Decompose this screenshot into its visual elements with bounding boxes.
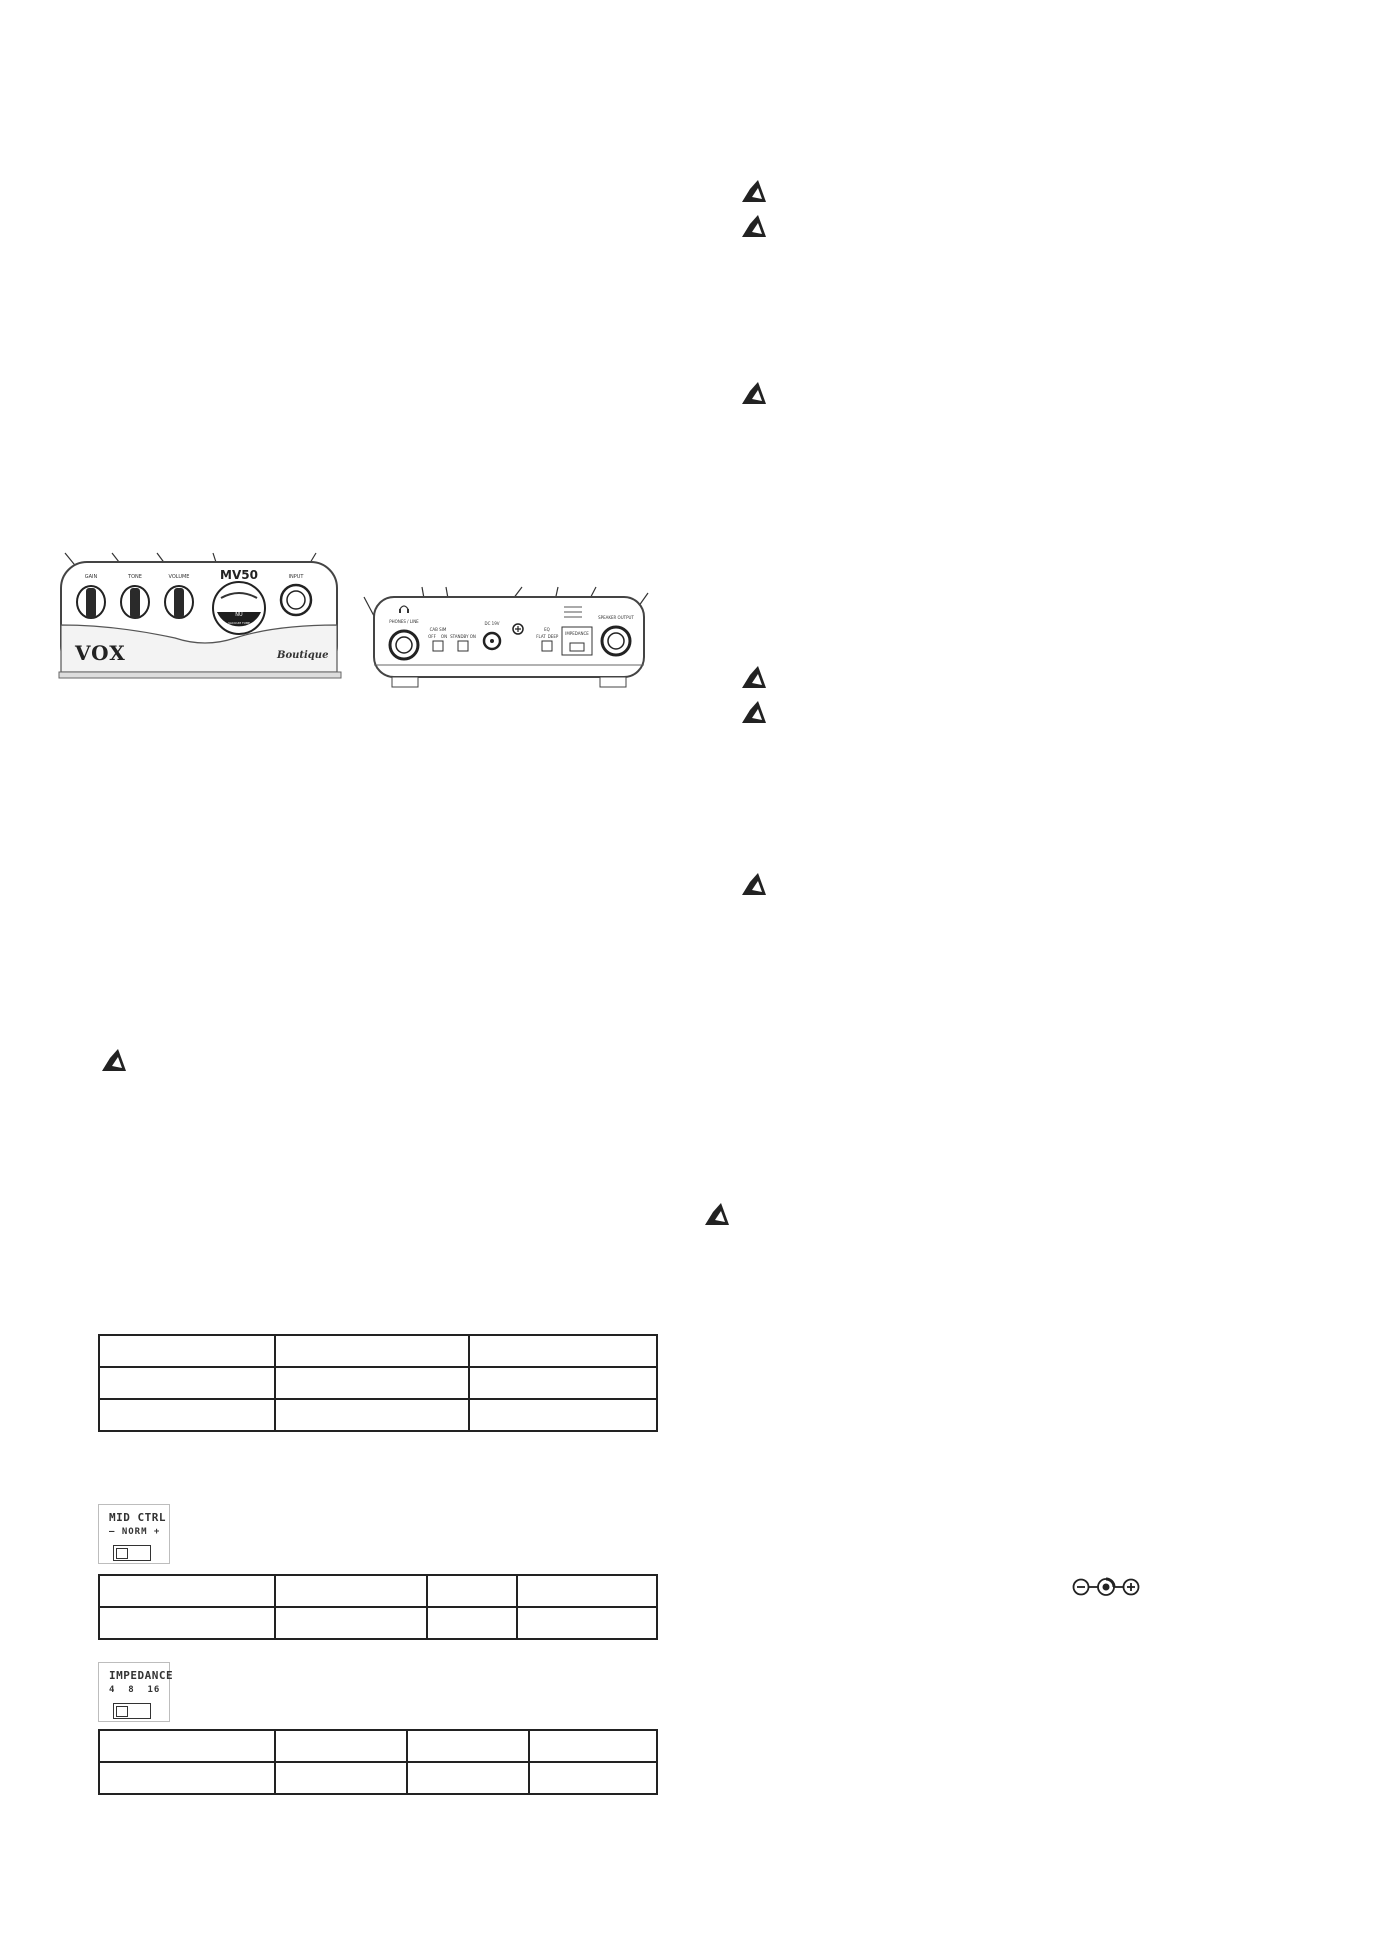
mid-ctrl-title: MID CTRL (109, 1511, 166, 1524)
tone-label: TONE (128, 574, 142, 580)
warning-icon (740, 870, 768, 898)
series-logo: Boutique (277, 650, 329, 661)
input-jack (281, 585, 311, 615)
input-label: INPUT (288, 574, 304, 580)
cab-sim-label: CAB SIM (429, 627, 447, 632)
volume-knob (165, 586, 193, 618)
impedance-label (98, 1662, 174, 1722)
eq-deep: DEEP (547, 634, 559, 639)
vu-meter (213, 582, 265, 634)
table-row (99, 1607, 657, 1639)
gain-knob (77, 586, 105, 618)
table-row (99, 1762, 657, 1794)
rear-panel-illustration (362, 585, 652, 695)
model-label: MV50 (220, 568, 258, 582)
mid-ctrl-scale: – NORM + (109, 1527, 161, 1537)
eq-flat: FLAT (536, 634, 546, 639)
standby-switch (458, 641, 468, 651)
impedance-panel-label: IMPEDANCE (565, 631, 589, 636)
gain-label: GAIN (84, 574, 98, 580)
phones-line-jack (390, 631, 418, 659)
warning-icon (703, 1200, 731, 1228)
table-row (99, 1335, 657, 1367)
table-3 (98, 1729, 658, 1795)
meter-text-2: VACUUM TUBE (228, 621, 250, 625)
impedance-switch (570, 643, 584, 651)
front-panel-illustration (55, 550, 345, 690)
speaker-label: SPEAKER OUTPUT (598, 615, 634, 620)
dc-jack (484, 633, 500, 649)
eq-switch (542, 641, 552, 651)
warning-icon (740, 663, 768, 691)
table-row (99, 1575, 657, 1607)
cab-sim-switch (433, 641, 443, 651)
cab-sim-off: OFF (428, 634, 436, 639)
table-row (99, 1399, 657, 1431)
table-1 (98, 1334, 658, 1432)
volume-label: VOLUME (168, 574, 190, 580)
brand-logo: VOX (75, 641, 126, 665)
warning-icon (100, 1046, 128, 1074)
impedance-title: IMPEDANCE (109, 1669, 174, 1682)
eq-label: EQ (544, 627, 550, 632)
table-2 (98, 1574, 658, 1640)
warning-icon (740, 698, 768, 726)
meter-text-1: NU (235, 612, 243, 618)
cab-sim-on: ON (440, 634, 448, 639)
mid-ctrl-label (98, 1504, 170, 1564)
impedance-scale: 4 8 16 (109, 1685, 161, 1695)
tone-knob (121, 586, 149, 618)
warning-icon (740, 379, 768, 407)
table-row (99, 1730, 657, 1762)
standby-label: STANDBY ON (450, 634, 476, 639)
warning-icon (740, 177, 768, 205)
ground-screw (513, 624, 523, 634)
phones-label: PHONES / LINE (389, 619, 419, 624)
speaker-output-jack (602, 627, 630, 655)
dc-polarity-icon (1072, 1576, 1142, 1598)
warning-icon (740, 212, 768, 240)
mid-ctrl-switch (113, 1545, 151, 1561)
table-row (99, 1367, 657, 1399)
impedance-switch (113, 1703, 151, 1719)
dc-label: DC 19V (484, 621, 500, 626)
